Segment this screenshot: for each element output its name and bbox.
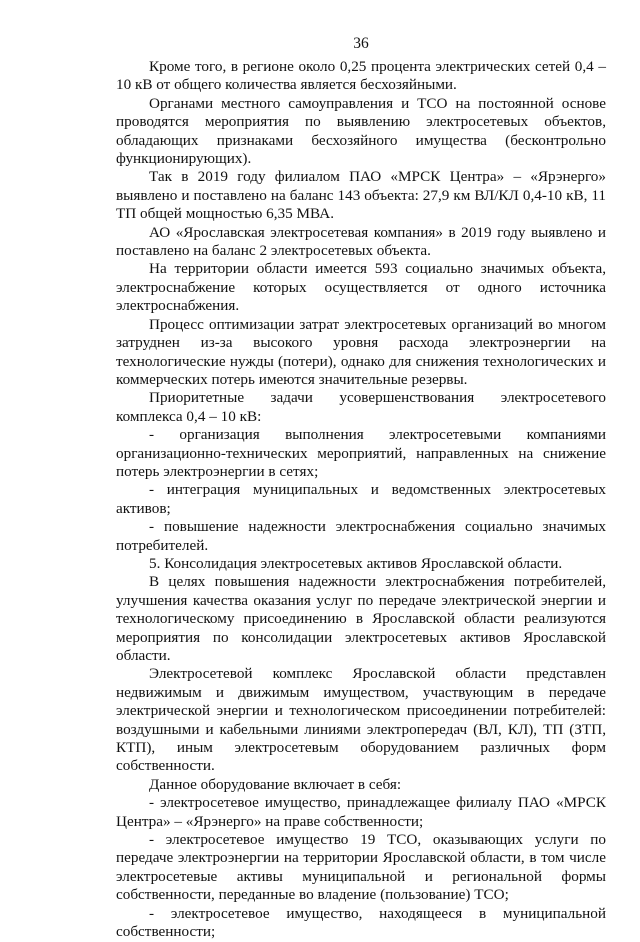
paragraph: На территории области имеется 593 социально значимых объекта, электроснабжение которых осуществляется от одного источника электроснабжения.: [116, 260, 606, 315]
list-item: - электросетевое имущество, принадлежащее филиалу ПАО «МРСК Центра» – «Ярэнерго» на праве собственности;: [116, 794, 606, 830]
list-item: - интеграция муниципальных и ведомственных электросетевых активов;: [116, 481, 606, 517]
paragraph: Данное оборудование включает в себя:: [149, 775, 402, 793]
page-number: 36: [353, 35, 369, 52]
paragraph: Электросетевой комплекс Ярославской области представлен недвижимым и движимым имуществом, участвующим в передаче электрической энергии и технологическом присоединении потребителей: воздушными и кабельными линиями электропередач (ВЛ, КЛ), ТП (ЗТП, КТП), иным электросетевым оборудованием различных форм собственности.: [116, 665, 606, 775]
paragraph: В целях повышения надежности электроснабжения потребителей, улучшения качества оказания услуг по передаче электрической энергии и технологическому присоединению в Ярославской области реализуются мероприятия по консолидации электросетевых активов Ярославской области.: [116, 573, 606, 664]
paragraph: Органами местного самоуправления и ТСО на постоянной основе проводятся мероприятия по выявлению электросетевых объектов, обладающих признаками бесхозяйного имущества (бесконтрольно функционирующих).: [116, 94, 606, 168]
list-item: - электросетевое имущество 19 ТСО, оказывающих услуги по передаче электроэнергии на территории Ярославской области, в том числе электросетевые активы муниципальной и региональной формы собственности, переданные во владение (пользование) ТСО;: [116, 831, 606, 904]
list-item: - электросетевое имущество, находящееся в муниципальной собственности;: [116, 904, 606, 941]
list-item: - организация выполнения электросетевыми компаниями организационно-технических мероприятий, направленных на снижение потерь электроэнергии в сетях;: [116, 426, 606, 480]
list-item: - повышение надежности электроснабжения социально значимых потребителей.: [116, 518, 606, 554]
paragraph: Процесс оптимизации затрат электросетевых организаций во многом затруднен из-за высокого уровня расхода электроэнергии на технологические нужды (потери), однако для снижения технологических и коммерческих потерь имеются значительные резервы.: [116, 315, 606, 388]
paragraph: АО «Ярославская электросетевая компания» в 2019 году выявлено и поставлено на баланс 2 электросетевых объекта.: [116, 223, 606, 260]
paragraph: Кроме того, в регионе около 0,25 процента электрических сетей 0,4 – 10 кВ от общего количества является бесхозяйными.: [116, 58, 606, 94]
paragraph: Приоритетные задачи усовершенствования электросетевого комплекса 0,4 – 10 кВ:: [116, 389, 606, 425]
section-heading: 5. Консолидация электросетевых активов Ярославской области.: [149, 554, 563, 572]
document-body: [116, 58, 606, 942]
paragraph: Так в 2019 году филиалом ПАО «МРСК Центра» – «Ярэнерго» выявлено и поставлено на баланс 143 объекта: 27,9 км ВЛ/КЛ 0,4-10 кВ, 11 ТП общей мощностью 6,35 МВА.: [116, 168, 606, 223]
